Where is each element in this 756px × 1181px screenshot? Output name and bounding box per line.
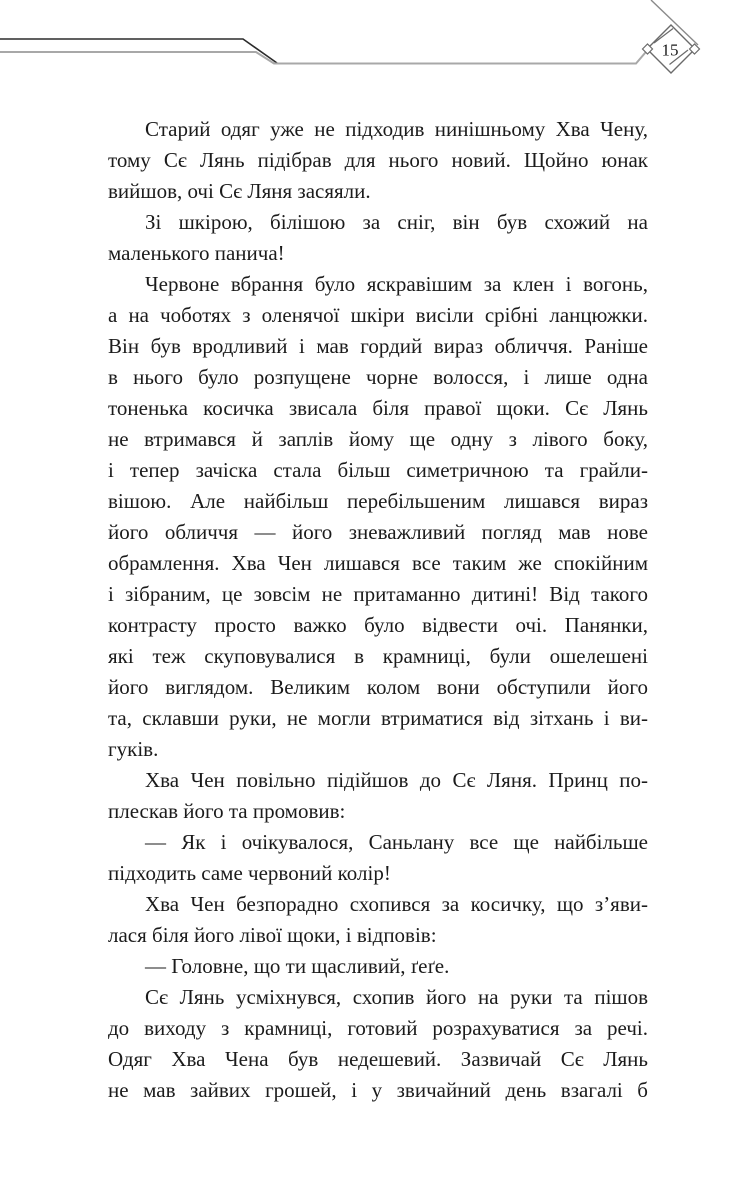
text-line: маленького панича! — [108, 241, 285, 265]
page-number: 15 — [661, 40, 679, 60]
text-line: не мав зайвих грошей, і у звичайний день взагалі б — [108, 1078, 648, 1102]
text-line: його виглядом. Великим колом вони обступили його — [108, 675, 648, 699]
text-line: підходить саме червоний колір! — [108, 861, 391, 885]
text-line: контрасту просто важко було відвести очі. Панянки, — [108, 613, 648, 637]
text-line: — Як і очікувалося, Саньлану все ще найбільше — [145, 830, 648, 854]
text-line: лася біля його лівої щоки, і відповів: — [108, 923, 437, 947]
paragraph — [108, 951, 648, 982]
paragraph — [108, 765, 648, 827]
text-block — [108, 114, 648, 1106]
text-line: які теж скуповувалися в крамниці, були ошелешені — [108, 644, 648, 668]
text-line: тому Сє Лянь підібрав для нього новий. Щойно юнак — [108, 148, 648, 172]
paragraph — [108, 207, 648, 269]
text-line: та, склавши руки, не могли втриматися від зітхань і ви- — [108, 706, 648, 730]
text-line: в нього було розпущене чорне волосся, і лише одна — [108, 365, 648, 389]
text-line: гуків. — [108, 737, 159, 761]
text-line: не втримався й заплів йому ще одну з лівого боку, — [108, 427, 648, 451]
header-ornament — [0, 0, 756, 90]
paragraph — [108, 889, 648, 951]
text-line: Старий одяг уже не підходив нинішньому Хва Чену, — [145, 117, 648, 141]
paragraph — [108, 982, 648, 1106]
paragraph — [108, 114, 648, 207]
text-line: Хва Чен безпорадно схопився за косичку, що з’яви- — [145, 892, 648, 916]
text-line: Зі шкірою, білішою за сніг, він був схожий на — [145, 210, 648, 234]
text-line: а на чоботях з оленячої шкіри висіли срібні ланцюжки. — [108, 303, 648, 327]
text-line: обрамлення. Хва Чен лишався все таким же спокійним — [108, 551, 648, 575]
text-line: і тепер зачіска стала більш симетричною та грайли- — [108, 458, 648, 482]
text-line: тоненька косичка звисала біля правої щоки. Сє Лянь — [108, 396, 648, 420]
text-line: плескав його та промовив: — [108, 799, 346, 823]
page-number-badge — [643, 25, 700, 73]
text-line: і зібраним, це зовсім не притаманно дитині! Від такого — [108, 582, 648, 606]
text-line: Він був вродливий і мав гордий вираз обличчя. Раніше — [108, 334, 648, 358]
text-line: до виходу з крамниці, готовий розрахуватися за речі. — [108, 1016, 648, 1040]
text-line: — Головне, що ти щасливий, ґеґе. — [145, 954, 450, 978]
text-line: Хва Чен повільно підійшов до Сє Ляня. Принц по- — [145, 768, 648, 792]
paragraph — [108, 269, 648, 765]
text-line: Сє Лянь усміхнувся, схопив його на руки та пішов — [145, 985, 648, 1009]
text-line: його обличчя — його зневажливий погляд мав нове — [108, 520, 648, 544]
text-line: Одяг Хва Чена був недешевий. Зазвичай Сє Лянь — [108, 1047, 648, 1071]
paragraph — [108, 827, 648, 889]
text-line: вийшов, очі Сє Ляня засяяли. — [108, 179, 371, 203]
text-line: вішою. Але найбільш перебільшеним лишався вираз — [108, 489, 648, 513]
text-line: Червоне вбрання було яскравішим за клен і вогонь, — [145, 272, 648, 296]
header-rule-gray — [0, 50, 648, 64]
